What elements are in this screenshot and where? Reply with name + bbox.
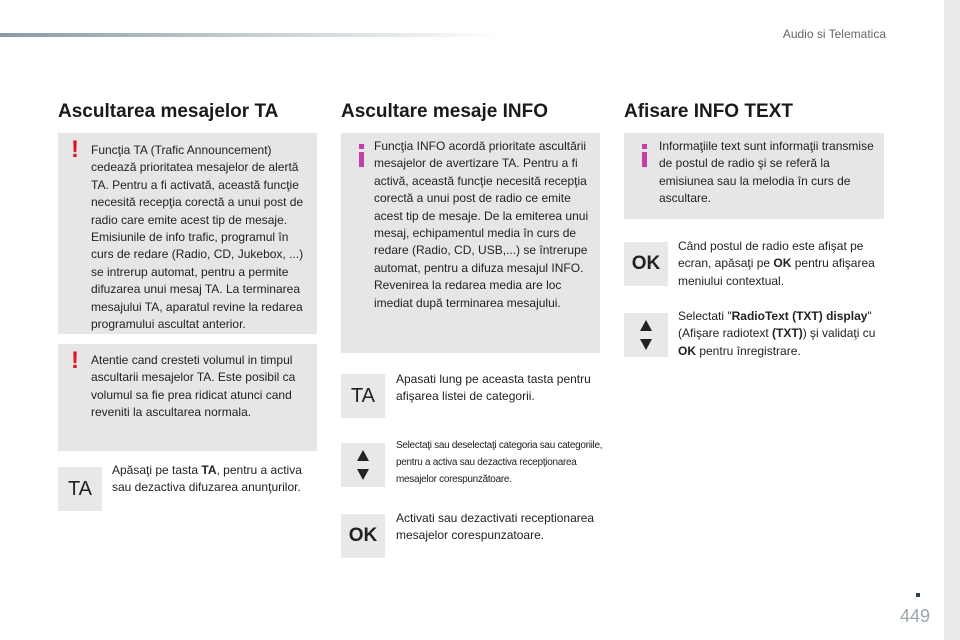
info-box-info xyxy=(341,133,600,353)
section-title: Audio si Telematica xyxy=(782,27,886,41)
up-down-arrows-icon xyxy=(341,443,385,487)
warning-box-volume xyxy=(58,344,317,451)
up-down-arrows-icon xyxy=(624,313,668,357)
col1-title: Ascultarea mesajelor TA xyxy=(58,101,279,122)
ok-key-icon: OK xyxy=(341,514,385,558)
select-category-text: Selectaţi sau deselectaţi categoria sau categoriile, pentru a activa sau dezactiva recepţionarea mesajelor corespunzătoare. xyxy=(396,440,603,485)
ta-key-icon: TA xyxy=(58,467,102,511)
warning-icon: ! xyxy=(71,136,79,163)
ok-activate-text: Activati sau dezactivati receptionarea mesajelor corespunzatoare. xyxy=(396,511,595,543)
warning-text: Funcţia TA (Trafic Announcement) cedează prioritatea mesajelor de alertă TA. Pentru a fi activată, această funcţie necesită recepţia corectă a unui post de radio care emite acest tip de mesaje. Emisiunile de info trafic, programul în curs de redare (Radio, CD, Jukebox, ...) se intrerup automat, pentru a permite difuzarea unui mesaj TA. La terminarea mesajului TA, aparatul revine la redarea programului ascultat anterior. xyxy=(91,143,304,332)
arrow-down-icon xyxy=(357,469,369,480)
page-number: 449 xyxy=(899,606,930,626)
col3-title: Afisare INFO TEXT xyxy=(624,101,793,122)
ta-key-text: Apăsaţi pe tasta TA, pentru a activa sau dezactiva difuzarea anunţurilor. xyxy=(112,463,302,495)
info-box-text xyxy=(624,133,884,219)
page-marker xyxy=(916,593,920,597)
ta-long-press-text: Apasati lung pe aceasta tasta pentru afişarea listei de categorii. xyxy=(396,372,591,404)
warning-text: Atentie cand cresteti volumul in timpul ascultarii mesajelor TA. Este posibil ca volumul sa fie prea ridicat atunci cand reveniti la ascultarea normala. xyxy=(91,353,296,420)
info-text: Funcţia INFO acordă prioritate ascultării mesajelor de avertizare TA. Pentru a fi activă, această funcţie necesită recepţia corectă a unui post de radio ce emite acest tip de mesaje. De la emiterea unui mesaj, echipamentul media în curs de redare (Radio, CD, USB,...) se întrerupe automat, pentru a difuza mesajul INFO. Revenirea la redarea media are loc imediat după terminarea mesajului. xyxy=(374,139,589,310)
ok-context-menu-text: Când postul de radio este afişat pe ecran, apăsaţi pe OK pentru afişarea meniului contextual. xyxy=(678,239,875,288)
col2-title: Ascultare mesaje INFO xyxy=(341,101,548,122)
info-text: Informaţiile text sunt informaţii transmise de postul de radio şi se referă la emisiunea sau la melodia în curs de ascultare. xyxy=(659,139,874,206)
arrow-down-icon xyxy=(640,339,652,350)
arrow-up-icon xyxy=(357,450,369,461)
radiotext-select-text: Selectati "RadioText (TXT) display" (Afişare radiotext (TXT)) şi validaţi cu OK pentru înregistrare. xyxy=(678,309,876,358)
arrow-up-icon xyxy=(640,320,652,331)
ok-key-icon: OK xyxy=(624,242,668,286)
warning-box-ta xyxy=(58,133,317,334)
page-edge-strip xyxy=(944,0,960,640)
warning-icon: ! xyxy=(71,347,79,374)
header-rule xyxy=(0,33,500,37)
ta-key-icon: TA xyxy=(341,374,385,418)
